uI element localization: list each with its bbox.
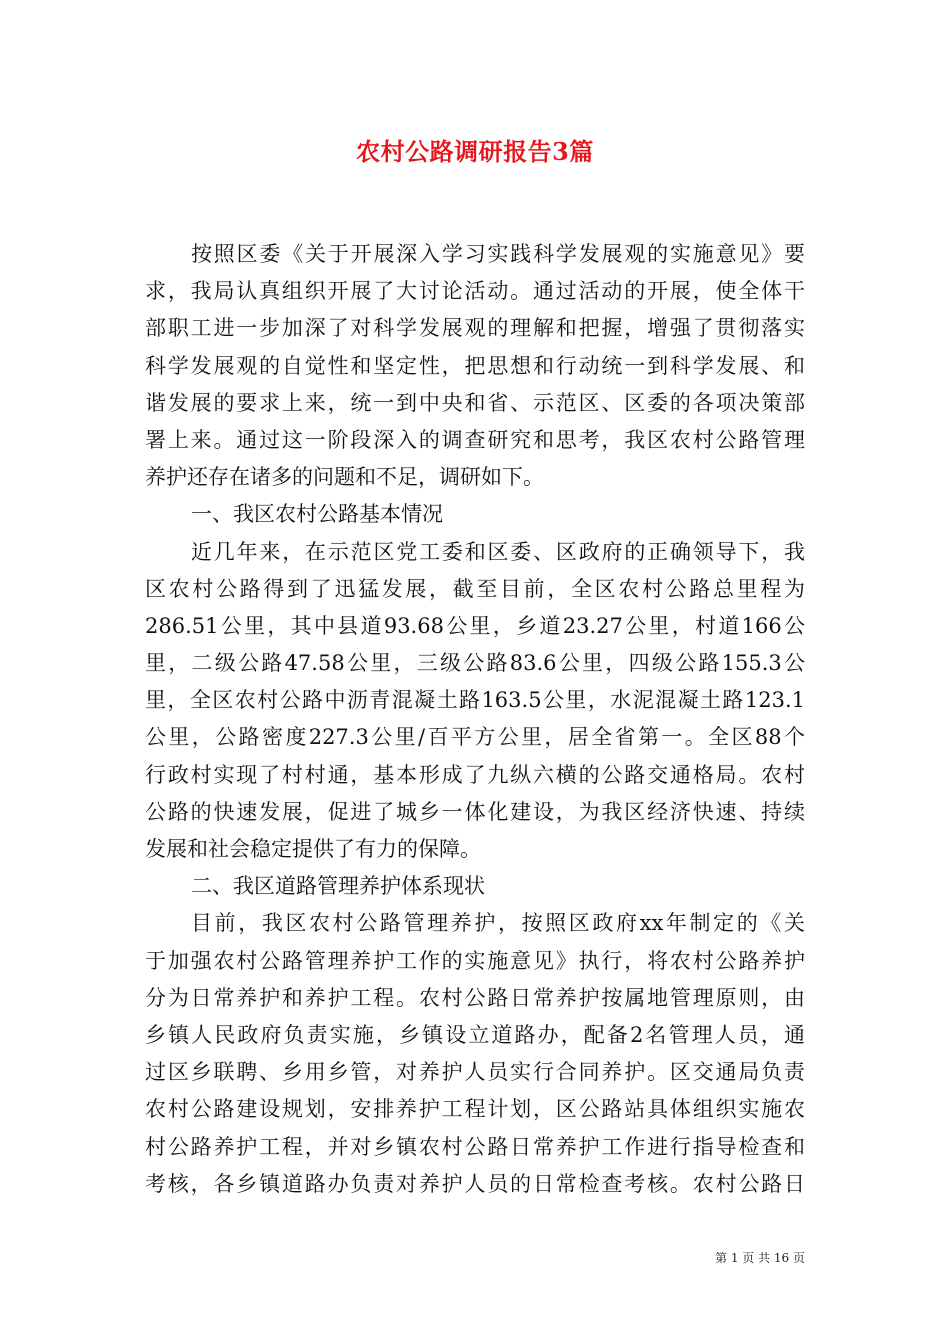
paragraph-line: 农村公路建设规划，安排养护工程计划，区公路站具体组织实施农 (145, 1097, 805, 1122)
paragraph-line: 科学发展观的自觉性和坚定性，把思想和行动统一到科学发展、和 (145, 353, 805, 378)
paragraph-line: 考核，各乡镇道路办负责对养护人员的日常检查考核。农村公路日 (145, 1171, 805, 1196)
paragraph-line: 部职工进一步加深了对科学发展观的理解和把握，增强了贯彻落实 (145, 316, 805, 341)
document-title: 农村公路调研报告3篇 (356, 137, 594, 166)
paragraph-line: 过区乡联聘、乡用乡管，对养护人员实行合同养护。区交通局负责 (145, 1060, 805, 1085)
paragraph-line: 署上来。通过这一阶段深入的调查研究和思考，我区农村公路管理 (145, 427, 805, 452)
paragraph-line: 村公路养护工程，并对乡镇农村公路日常养护工作进行指导检查和 (145, 1134, 805, 1159)
paragraph-line: 按照区委《关于开展深入学习实践科学发展观的实施意见》要 (191, 242, 805, 266)
paragraph-line: 公里，公路密度227.3公里/百平方公里，居全省第一。全区88个 (145, 725, 805, 750)
paragraph-line: 求，我局认真组织开展了大讨论活动。通过活动的开展，使全体干 (145, 279, 805, 304)
paragraph-line: 于加强农村公路管理养护工作的实施意见》执行，将农村公路养护 (145, 948, 805, 973)
paragraph-line: 养护还存在诸多的问题和不足，调研如下。 (145, 465, 544, 490)
paragraph-line: 286.51公里，其中县道93.68公里，乡道23.27公里，村道166公 (145, 613, 805, 638)
paragraph-line: 分为日常养护和养护工程。农村公路日常养护按属地管理原则，由 (145, 985, 805, 1010)
paragraph-line: 目前，我区农村公路管理养护，按照区政府xx年制定的《关 (191, 911, 805, 936)
paragraph-line: 乡镇人民政府负责实施，乡镇设立道路办，配备2名管理人员，通 (145, 1022, 805, 1047)
section-heading: 二、我区道路管理养护体系现状 (191, 874, 485, 899)
paragraph-line: 公路的快速发展，促进了城乡一体化建设，为我区经济快速、持续 (145, 799, 805, 824)
paragraph-line: 谐发展的要求上来，统一到中央和省、示范区、区委的各项决策部 (145, 390, 805, 415)
paragraph-line: 近几年来，在示范区党工委和区委、区政府的正确领导下，我 (191, 539, 805, 564)
paragraph-line: 里，全区农村公路中沥青混凝土路163.5公里，水泥混凝土路123.1 (145, 688, 805, 713)
paragraph-line: 发展和社会稳定提供了有力的保障。 (145, 837, 481, 861)
paragraph-line: 行政村实现了村村通，基本形成了九纵六横的公路交通格局。农村 (145, 762, 805, 787)
paragraph-line: 里，二级公路47.58公里，三级公路83.6公里，四级公路155.3公 (145, 651, 805, 676)
document-body (145, 236, 805, 1203)
paragraph-line: 区农村公路得到了迅猛发展，截至目前，全区农村公路总里程为 (145, 576, 805, 601)
page-number: 第 1 页 共 16 页 (715, 1251, 805, 1265)
section-heading: 一、我区农村公路基本情况 (191, 502, 443, 527)
